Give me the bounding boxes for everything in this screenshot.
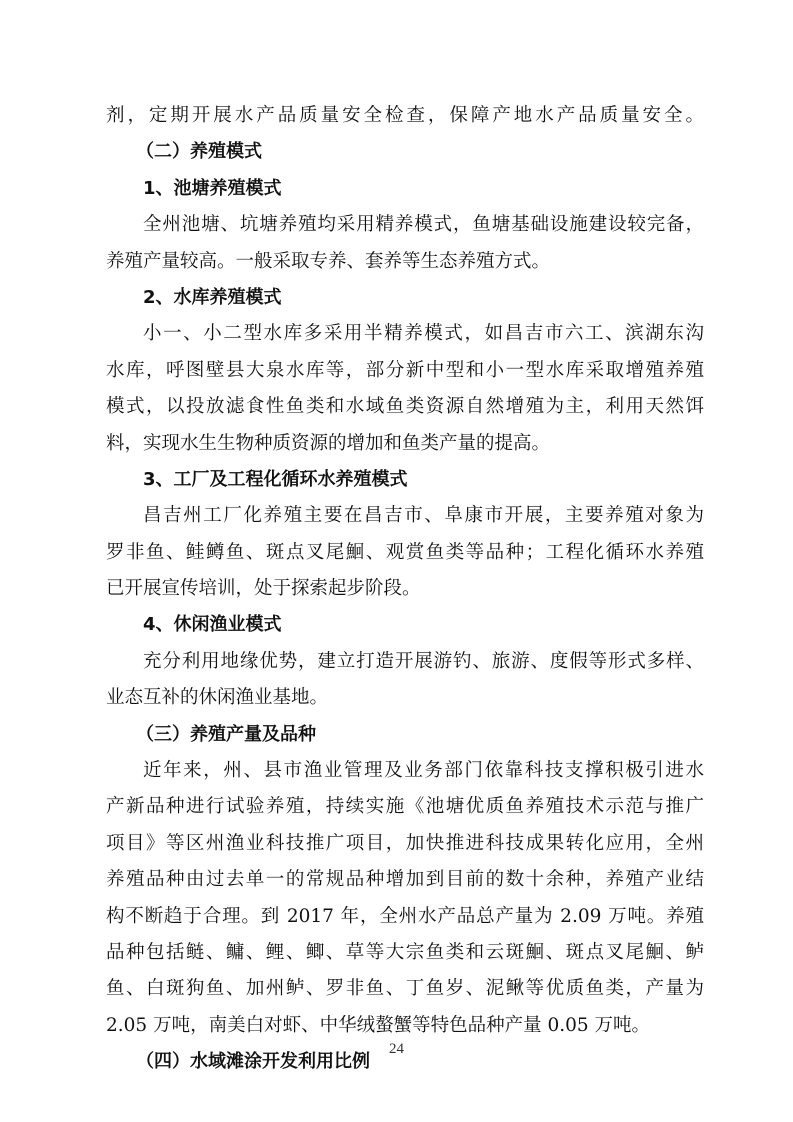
body-text-line: 罗非鱼、鲑鳟鱼、斑点叉尾鮰、观赏鱼类等品种；工程化循环水养殖 [106, 541, 704, 563]
body-text-line: 小一、小二型水库多采用半精养模式，如昌吉市六工、滨湖东沟 [143, 323, 704, 345]
subheading-recirculating-breeding: 3、工厂及工程化循环水养殖模式 [143, 468, 408, 490]
body-text-line: 全州池塘、坑塘养殖均采用精养模式，鱼塘基础设施建设较完备， [143, 214, 704, 236]
body-text-line: 业态互补的休闲渔业基地。 [106, 687, 329, 709]
body-text-line: 鱼、白斑狗鱼、加州鲈、罗非鱼、丁鱼岁、泥鳅等优质鱼类，产量为 [106, 978, 704, 1000]
body-text-line: 项目》等区州渔业科技推广项目，加快推进科技成果转化应用，全州 [106, 832, 704, 854]
document-body [106, 98, 704, 1081]
section-heading-breeding-modes: （二）养殖模式 [136, 141, 262, 163]
section-heading-output-varieties: （三）养殖产量及品种 [136, 723, 316, 745]
section-heading-waters-development: （四）水域滩涂开发利用比例 [136, 1051, 370, 1073]
body-text-line: 已开展宣传培训，处于探索起步阶段。 [106, 578, 421, 600]
body-text-line: 养殖品种由过去单一的常规品种增加到目前的数十余种，养殖产业结 [106, 869, 704, 891]
body-text-line: 养殖产量较高。一般采取专养、套养等生态养殖方式。 [106, 250, 551, 272]
subheading-pond-breeding: 1、池塘养殖模式 [143, 177, 282, 199]
subheading-leisure-fishery: 4、休闲渔业模式 [143, 614, 282, 636]
body-text-line: 料，实现水生生物种质资源的增加和鱼类产量的提高。 [106, 432, 551, 454]
body-text-line: 剂，定期开展水产品质量安全检查，保障产地水产品质量安全。 [106, 105, 704, 126]
body-text-line: 品种包括鲢、鳙、鲤、鲫、草等大宗鱼类和云斑鮰、斑点叉尾鮰、鲈 [106, 941, 704, 963]
body-text-line: 产新品种进行试验养殖，持续实施《池塘优质鱼养殖技术示范与推广 [106, 796, 704, 818]
body-text-line: 2.05 万吨，南美白对虾、中华绒螯蟹等特色品种产量 0.05 万吨。 [106, 1014, 651, 1036]
subheading-reservoir-breeding: 2、水库养殖模式 [143, 286, 282, 308]
body-text-line: 昌吉州工厂化养殖主要在昌吉市、阜康市开展，主要养殖对象为 [143, 505, 704, 527]
body-text-line: 水库，呼图壁县大泉水库等，部分新中型和小一型水库采取增殖养殖 [106, 359, 704, 381]
body-text-line: 模式，以投放滤食性鱼类和水域鱼类资源自然增殖为主，利用天然饵 [106, 396, 704, 418]
body-text-line: 构不断趋于合理。到 2017 年，全州水产品总产量为 2.09 万吨。养殖 [106, 905, 704, 927]
page-number: 24 [389, 1041, 404, 1057]
body-text-line: 近年来，州、县市渔业管理及业务部门依靠科技支撑积极引进水 [143, 760, 704, 782]
body-text-line: 充分利用地缘优势，建立打造开展游钓、旅游、度假等形式多样、 [143, 650, 704, 672]
